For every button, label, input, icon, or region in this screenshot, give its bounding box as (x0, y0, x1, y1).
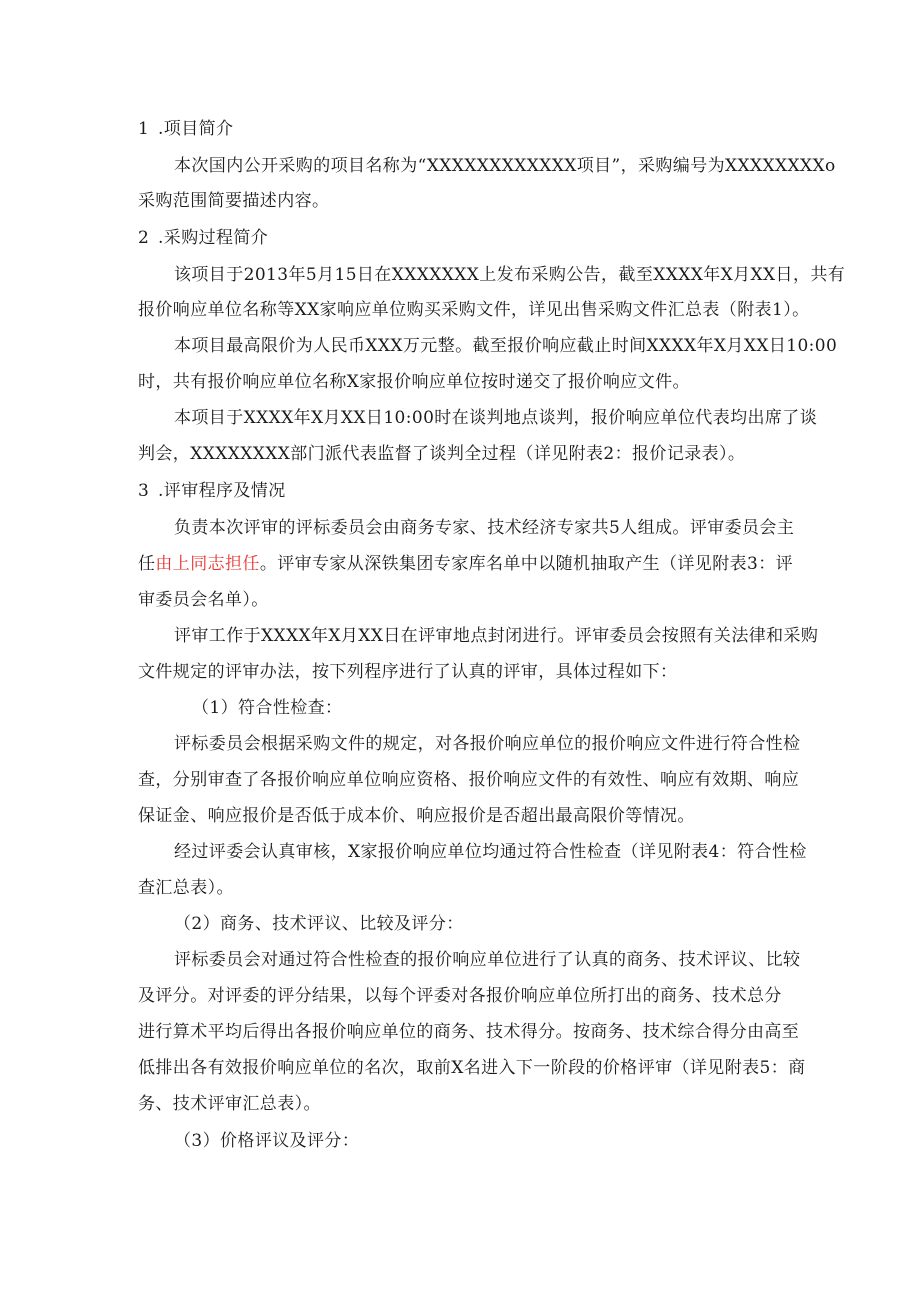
paragraph-line: 采购范围简要描述内容。 (138, 191, 330, 211)
section-3-heading (138, 479, 286, 503)
highlighted-text: 由上同志担任 (155, 554, 260, 574)
paragraph-line: 查汇总表）。 (138, 878, 234, 898)
paragraph-line (138, 552, 793, 576)
paragraph-line: 评审工作于XXXX年X月XX日在评审地点封闭进行。评审委员会按照有关法律和采购 (174, 626, 819, 646)
subheading-3: （3）价格评议及评分： (174, 1131, 360, 1151)
paragraph-line: 本次国内公开采购的项目名称为“XXXXXXXXXXXX项目”，采购编号为XXXXXXXXo (174, 156, 836, 176)
subheading-1: （1）符合性检查： (192, 698, 343, 718)
text-segment: 。评审专家从深铁集团专家库名单中以随机抽取产生（详见附表3：评 (259, 554, 794, 574)
section-1-heading (138, 117, 233, 141)
paragraph-line: 经过评委会认真审核，X家报价响应单位均通过符合性检查（详见附表4：符合性检 (174, 842, 807, 862)
section-number: 1 (138, 119, 150, 139)
paragraph-line: 进行算术平均后得出各报价响应单位的商务、技术得分。按商务、技术综合得分由高至 (138, 1022, 800, 1042)
subheading-2: （2）商务、技术评议、比较及评分： (174, 914, 464, 934)
paragraph-line: 查，分别审查了各报价响应单位响应资格、报价响应文件的有效性、响应有效期、响应 (138, 770, 800, 790)
paragraph-line: 审委员会名单）。 (138, 590, 269, 610)
section-2-heading (138, 226, 268, 250)
paragraph-line: 本项目于XXXX年X月XX日10:00时在谈判地点谈判，报价响应单位代表均出席了谈 (174, 408, 818, 428)
text-segment: 任 (138, 554, 156, 574)
paragraph-line: 时，共有报价响应单位名称X家报价响应单位按时递交了报价响应文件。 (138, 372, 690, 392)
paragraph-line: 文件规定的评审办法，按下列程序进行了认真的评审，具体过程如下： (138, 662, 678, 682)
section-title: .项目简介 (158, 119, 234, 139)
paragraph-line: 报价响应单位名称等XX家响应单位购买采购文件，详见出售采购文件汇总表（附表1）。 (138, 300, 810, 320)
section-number: 2 (138, 228, 150, 248)
section-title: .采购过程简介 (158, 228, 269, 248)
paragraph-line: 本项目最高限价为人民币XXX万元整。截至报价响应截止时间XXXX年X月XX日10:00 (174, 336, 838, 356)
paragraph-line: 务、技术评审汇总表）。 (138, 1094, 321, 1114)
paragraph-line: 该项目于2013年5月15日在XXXXXXX上发布采购公告，截至XXXX年X月XX日，共有 (174, 265, 846, 285)
paragraph-line: 判会，XXXXXXXX部门派代表监督了谈判全过程（详见附表2：报价记录表）。 (138, 444, 746, 464)
paragraph-line: 及评分。对评委的评分结果，以每个评委对各报价响应单位所打出的商务、技术总分 (138, 986, 782, 1006)
paragraph-line: 保证金、响应报价是否低于成本价、响应报价是否超出最高限价等情况。 (138, 806, 695, 826)
section-number: 3 (138, 481, 150, 501)
paragraph-line: 低排出各有效报价响应单位的名次，取前X名进入下一阶段的价格评审（详见附表5：商 (138, 1058, 806, 1078)
paragraph-line: 评标委员会对通过符合性检查的报价响应单位进行了认真的商务、技术评议、比较 (174, 950, 801, 970)
paragraph-line: 负责本次评审的评标委员会由商务专家、技术经济专家共5人组成。评审委员会主 (174, 518, 795, 538)
section-title: .评审程序及情况 (158, 481, 286, 501)
paragraph-line: 评标委员会根据采购文件的规定，对各报价响应单位的报价响应文件进行符合性检 (174, 734, 801, 754)
